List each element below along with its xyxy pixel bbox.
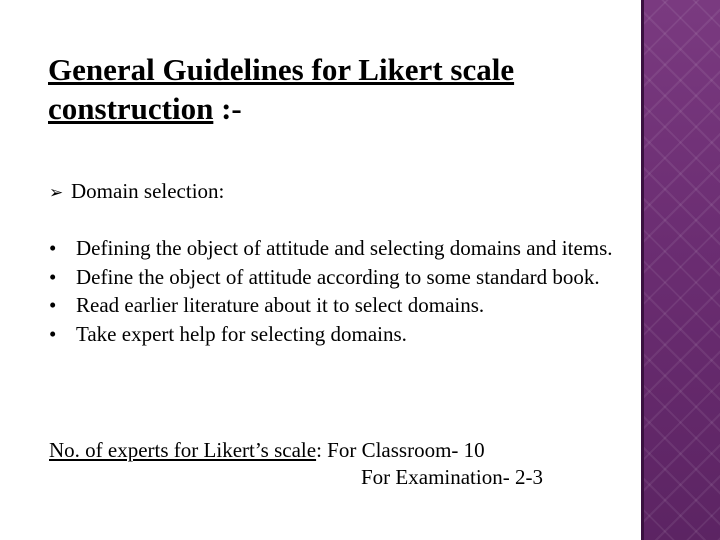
experts-line-1: [49, 437, 543, 464]
list-item-text: Defining the object of attitude and selecting domains and items.: [76, 236, 613, 260]
bullet-dot: •: [49, 236, 57, 260]
bullet-dot: •: [49, 321, 57, 346]
domain-selection-text: Domain selection:: [71, 179, 225, 203]
arrow-bullet-icon: ➢: [49, 183, 64, 203]
list-item: [49, 263, 629, 292]
slide-title: [48, 50, 628, 128]
bullet-dot: •: [49, 293, 57, 317]
slide-title-text: General Guidelines for Likert scale construction: [48, 52, 515, 126]
list-item: [49, 291, 629, 320]
list-item: [49, 320, 629, 349]
list-item: [49, 234, 629, 263]
bullet-dot: •: [49, 264, 57, 289]
experts-note: [49, 437, 543, 491]
list-item-text: Read earlier literature about it to select domains.: [76, 293, 485, 317]
experts-line-2: For Examination- 2-3: [361, 465, 543, 489]
side-panel-edge: [641, 0, 644, 540]
domain-selection-heading: [49, 178, 224, 206]
experts-label: No. of experts for Likert’s scale: [49, 438, 317, 462]
bullet-list: [49, 234, 629, 348]
decorative-side-panel: [641, 0, 720, 540]
slide-title-suffix: :-: [213, 91, 242, 126]
experts-classroom: : For Classroom- 10: [316, 438, 485, 462]
list-item-text: Define the object of attitude according to some standard book.: [76, 264, 600, 289]
list-item-text: Take expert help for selecting domains.: [76, 321, 407, 346]
